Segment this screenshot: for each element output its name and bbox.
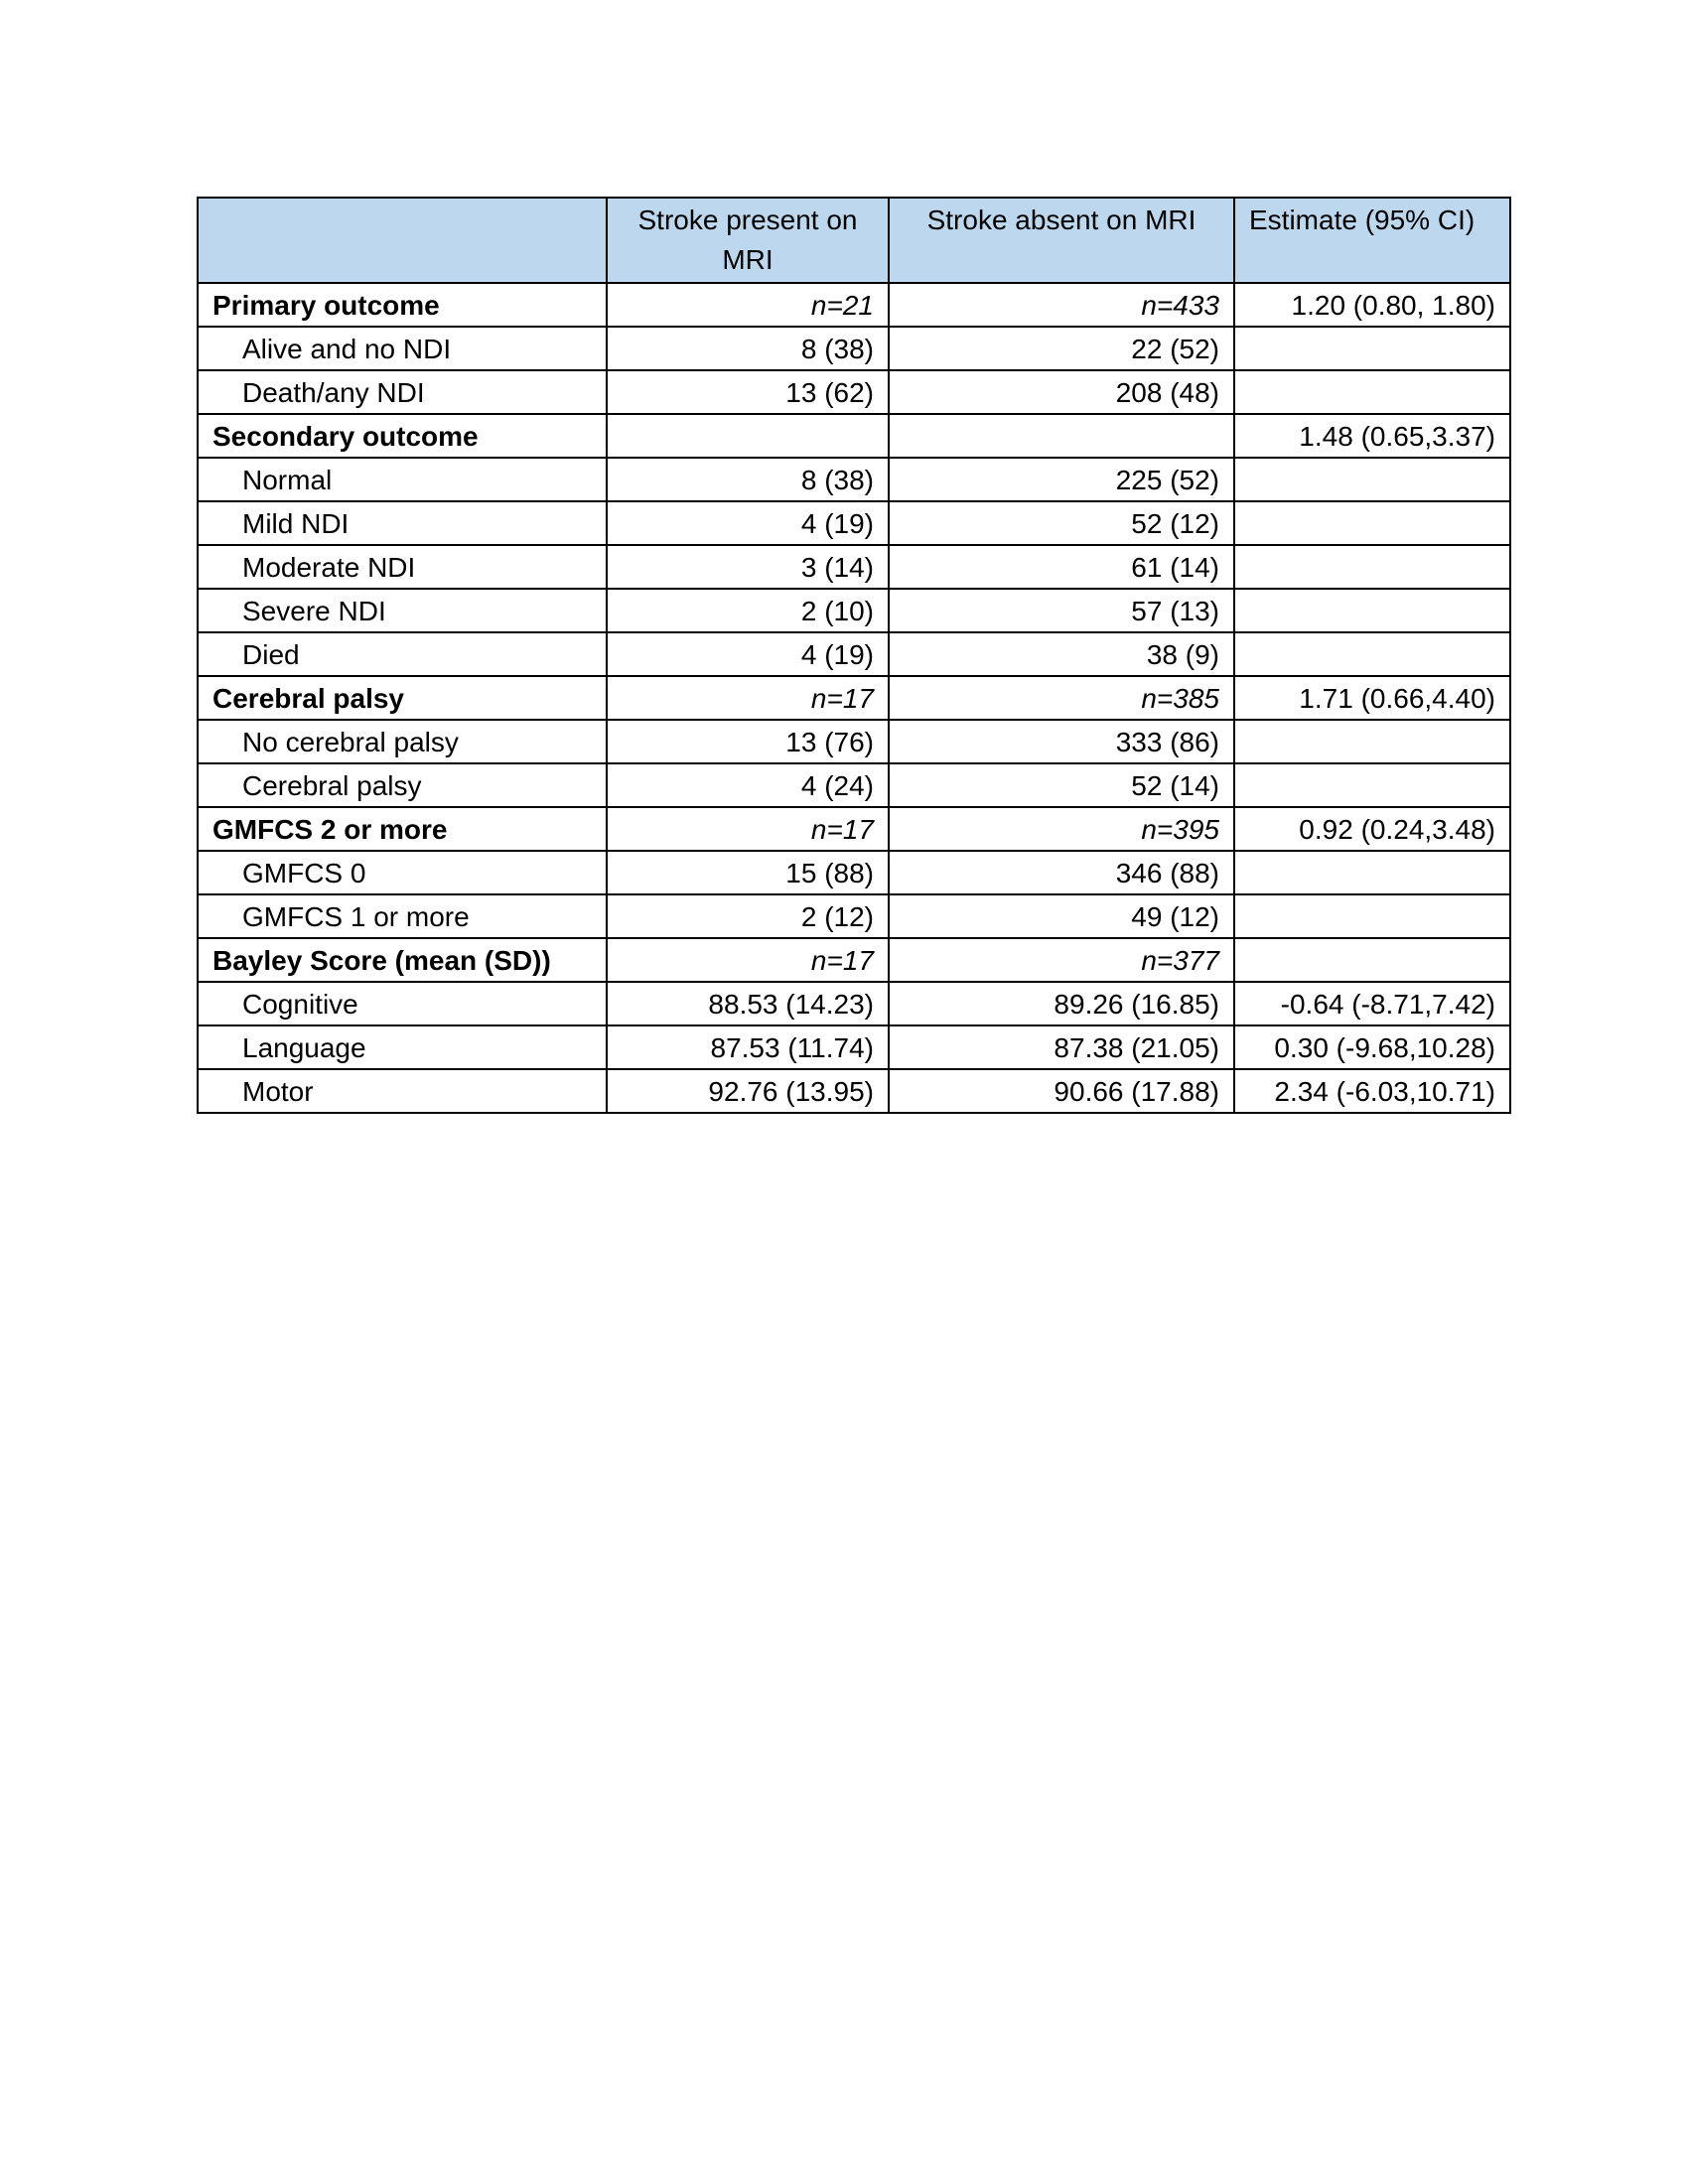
- estimate-value: 1.20 (0.80, 1.80): [1234, 283, 1510, 327]
- row-label: GMFCS 0: [198, 851, 607, 894]
- stroke-present-value: 2 (10): [607, 589, 889, 632]
- stroke-absent-value: 333 (86): [889, 720, 1234, 763]
- stroke-absent-value: 87.38 (21.05): [889, 1025, 1234, 1069]
- table-row: [198, 370, 1510, 414]
- table-row: [198, 894, 1510, 938]
- section-row: [198, 283, 1510, 327]
- stroke-present-value: 15 (88): [607, 851, 889, 894]
- table-row: [198, 327, 1510, 370]
- row-label: Cerebral palsy: [198, 763, 607, 807]
- row-label: No cerebral palsy: [198, 720, 607, 763]
- stroke-present-value: 4 (19): [607, 501, 889, 545]
- estimate-value: [1234, 720, 1510, 763]
- row-label: GMFCS 1 or more: [198, 894, 607, 938]
- stroke-absent-value: 225 (52): [889, 458, 1234, 501]
- stroke-absent-value: 61 (14): [889, 545, 1234, 589]
- table-row: [198, 763, 1510, 807]
- estimate-value: -0.64 (-8.71,7.42): [1234, 982, 1510, 1025]
- table-row: [198, 1069, 1510, 1113]
- table-row: [198, 501, 1510, 545]
- stroke-absent-value: 57 (13): [889, 589, 1234, 632]
- header-stroke-absent: Stroke absent on MRI: [889, 198, 1234, 283]
- estimate-value: [1234, 632, 1510, 676]
- estimate-value: [1234, 894, 1510, 938]
- stroke-present-value: 88.53 (14.23): [607, 982, 889, 1025]
- stroke-present-value: 8 (38): [607, 327, 889, 370]
- stroke-present-value: 8 (38): [607, 458, 889, 501]
- stroke-absent-value: n=395: [889, 807, 1234, 851]
- row-label: Cognitive: [198, 982, 607, 1025]
- section-row: [198, 676, 1510, 720]
- row-label: Normal: [198, 458, 607, 501]
- stroke-present-value: 13 (76): [607, 720, 889, 763]
- stroke-absent-value: 22 (52): [889, 327, 1234, 370]
- stroke-present-value: 92.76 (13.95): [607, 1069, 889, 1113]
- table-row: [198, 1025, 1510, 1069]
- stroke-present-value: n=17: [607, 676, 889, 720]
- table-header: [198, 198, 1510, 283]
- stroke-absent-value: 52 (14): [889, 763, 1234, 807]
- stroke-absent-value: n=377: [889, 938, 1234, 982]
- stroke-absent-value: 208 (48): [889, 370, 1234, 414]
- stroke-absent-value: n=433: [889, 283, 1234, 327]
- estimate-value: [1234, 589, 1510, 632]
- stroke-present-value: n=21: [607, 283, 889, 327]
- table-row: [198, 851, 1510, 894]
- row-label: Motor: [198, 1069, 607, 1113]
- header-row: [198, 198, 1510, 283]
- section-label: Secondary outcome: [198, 414, 607, 458]
- estimate-value: [1234, 501, 1510, 545]
- section-label: Cerebral palsy: [198, 676, 607, 720]
- estimate-value: [1234, 458, 1510, 501]
- estimate-value: 1.48 (0.65,3.37): [1234, 414, 1510, 458]
- table-row: [198, 632, 1510, 676]
- table-row: [198, 982, 1510, 1025]
- table-row: [198, 458, 1510, 501]
- estimate-value: [1234, 327, 1510, 370]
- stroke-absent-value: 346 (88): [889, 851, 1234, 894]
- outcomes-table: [197, 197, 1511, 1114]
- table-row: [198, 720, 1510, 763]
- stroke-absent-value: 49 (12): [889, 894, 1234, 938]
- section-label: GMFCS 2 or more: [198, 807, 607, 851]
- estimate-value: 2.34 (-6.03,10.71): [1234, 1069, 1510, 1113]
- row-label: Alive and no NDI: [198, 327, 607, 370]
- section-row: [198, 414, 1510, 458]
- section-row: [198, 938, 1510, 982]
- stroke-present-value: 3 (14): [607, 545, 889, 589]
- stroke-present-value: [607, 414, 889, 458]
- estimate-value: [1234, 763, 1510, 807]
- stroke-present-value: 4 (24): [607, 763, 889, 807]
- row-label: Died: [198, 632, 607, 676]
- table-body: [198, 283, 1510, 1113]
- row-label: Language: [198, 1025, 607, 1069]
- header-stroke-present: Stroke present on MRI: [607, 198, 889, 283]
- estimate-value: 1.71 (0.66,4.40): [1234, 676, 1510, 720]
- section-label: Primary outcome: [198, 283, 607, 327]
- stroke-present-value: n=17: [607, 938, 889, 982]
- row-label: Mild NDI: [198, 501, 607, 545]
- stroke-present-value: 2 (12): [607, 894, 889, 938]
- stroke-present-value: 4 (19): [607, 632, 889, 676]
- estimate-value: [1234, 370, 1510, 414]
- stroke-absent-value: n=385: [889, 676, 1234, 720]
- estimate-value: [1234, 851, 1510, 894]
- estimate-value: 0.30 (-9.68,10.28): [1234, 1025, 1510, 1069]
- stroke-absent-value: 38 (9): [889, 632, 1234, 676]
- table-row: [198, 545, 1510, 589]
- header-estimate: Estimate (95% CI): [1234, 198, 1510, 283]
- row-label: Moderate NDI: [198, 545, 607, 589]
- section-label: Bayley Score (mean (SD)): [198, 938, 607, 982]
- stroke-absent-value: 89.26 (16.85): [889, 982, 1234, 1025]
- estimate-value: 0.92 (0.24,3.48): [1234, 807, 1510, 851]
- stroke-absent-value: [889, 414, 1234, 458]
- row-label: Severe NDI: [198, 589, 607, 632]
- stroke-present-value: 13 (62): [607, 370, 889, 414]
- estimate-value: [1234, 545, 1510, 589]
- stroke-present-value: 87.53 (11.74): [607, 1025, 889, 1069]
- stroke-absent-value: 90.66 (17.88): [889, 1069, 1234, 1113]
- section-row: [198, 807, 1510, 851]
- header-blank: [198, 198, 607, 283]
- stroke-present-value: n=17: [607, 807, 889, 851]
- table-row: [198, 589, 1510, 632]
- stroke-absent-value: 52 (12): [889, 501, 1234, 545]
- estimate-value: [1234, 938, 1510, 982]
- row-label: Death/any NDI: [198, 370, 607, 414]
